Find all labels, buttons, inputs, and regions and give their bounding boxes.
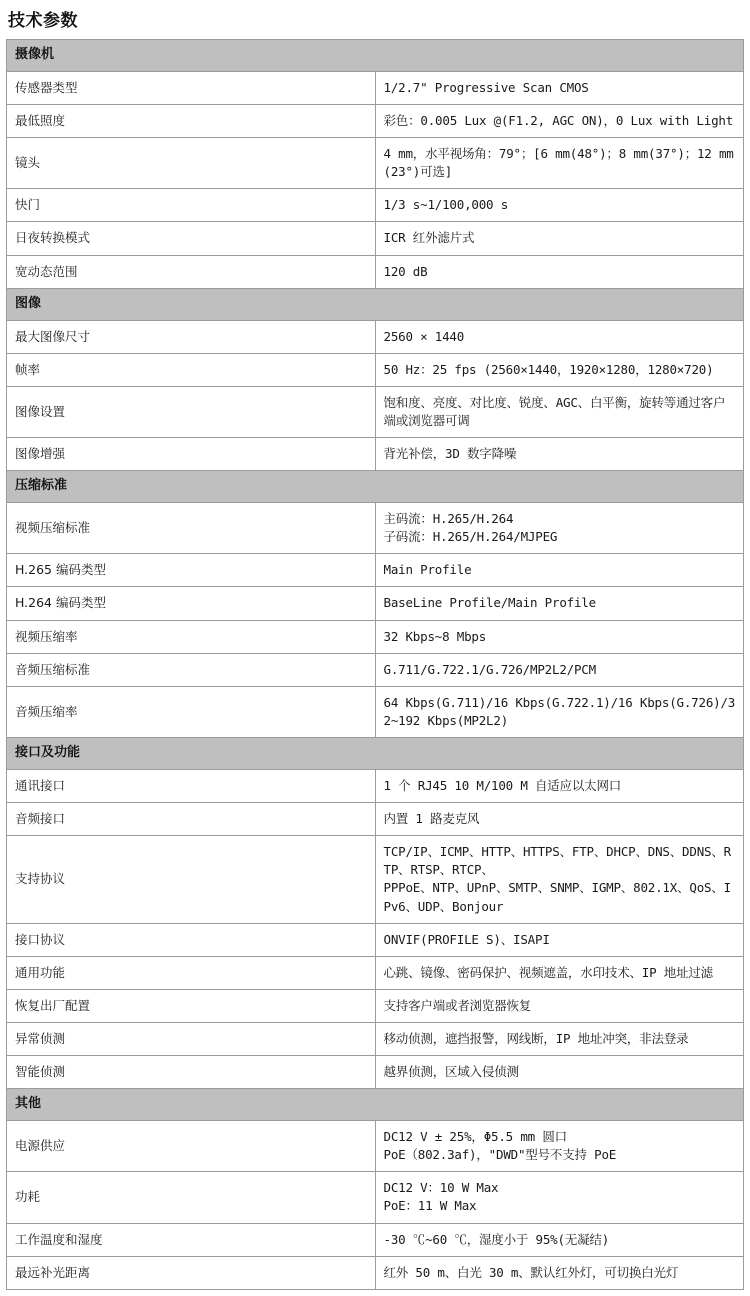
table-row [7, 1023, 744, 1056]
spec-value [375, 989, 744, 1022]
spec-value-line: 主码流：H.265/H.264 [383, 511, 514, 527]
spec-label: 传感器类型 [7, 71, 376, 104]
spec-value-line: DC12 V ± 25%，Φ5.5 mm 圆口 [383, 1129, 567, 1145]
spec-value-line: 饱和度、亮度、对比度、锐度、AGC、白平衡，旋转等通过客户端或浏览器可调 [383, 394, 726, 428]
spec-value-line: Main Profile [383, 562, 472, 578]
spec-value [375, 836, 744, 924]
spec-label: 最低照度 [7, 104, 376, 137]
spec-label: H.265 编码类型 [7, 554, 376, 587]
spec-label: 镜头 [7, 138, 376, 189]
spec-label: 视频压缩率 [7, 620, 376, 653]
section-header-row [7, 1089, 744, 1121]
spec-label: 通讯接口 [7, 769, 376, 802]
spec-value [375, 686, 744, 737]
spec-value-line: ONVIF(PROFILE S)、ISAPI [383, 931, 550, 947]
section-header-row [7, 40, 744, 72]
spec-value-line: 1/3 s~1/100,000 s [383, 197, 509, 213]
spec-label: 视频压缩标准 [7, 503, 376, 554]
spec-value [375, 1172, 744, 1223]
section-heading: 接口及功能 [7, 738, 744, 770]
table-row [7, 386, 744, 437]
spec-value-line: 子码流：H.265/H.264/MJPEG [383, 529, 558, 545]
spec-label: 日夜转换模式 [7, 222, 376, 255]
table-row [7, 1121, 744, 1172]
table-row [7, 923, 744, 956]
spec-value [375, 1056, 744, 1089]
spec-value-line: -30 ℃~60 ℃，湿度小于 95%(无凝结) [383, 1231, 610, 1247]
table-row [7, 353, 744, 386]
spec-label: 音频接口 [7, 803, 376, 836]
table-row [7, 803, 744, 836]
spec-value-line: 内置 1 路麦克风 [383, 811, 480, 826]
spec-value [375, 923, 744, 956]
spec-value [375, 769, 744, 802]
table-row [7, 1056, 744, 1089]
table-row [7, 222, 744, 255]
spec-label: 最大图像尺寸 [7, 320, 376, 353]
table-row [7, 769, 744, 802]
spec-value [375, 1256, 744, 1289]
spec-value-line: PoE（802.3af)，"DWD"型号不支持 PoE [383, 1147, 617, 1163]
spec-value-line: 2560 × 1440 [383, 328, 465, 344]
spec-value [375, 956, 744, 989]
spec-label: 异常侦测 [7, 1023, 376, 1056]
spec-value-line: 1/2.7" Progressive Scan CMOS [383, 79, 589, 95]
table-row [7, 255, 744, 288]
spec-value-line: 彩色：0.005 Lux @(F1.2, AGC ON)，0 Lux with Light [383, 112, 734, 128]
spec-label: H.264 编码类型 [7, 587, 376, 620]
section-heading: 其他 [7, 1089, 744, 1121]
spec-value [375, 554, 744, 587]
spec-value-line: 支持客户端或者浏览器恢复 [383, 997, 532, 1013]
table-row [7, 620, 744, 653]
spec-value-line: PPPoE、NTP、UPnP、SMTP、SNMP、IGMP、802.1X、QoS、IPv6、UDP、Bonjour [383, 880, 731, 914]
spec-label: 恢复出厂配置 [7, 989, 376, 1022]
section-heading: 摄像机 [7, 40, 744, 72]
spec-value [375, 71, 744, 104]
spec-value-line: 越界侦测，区域入侵侦测 [383, 1064, 519, 1080]
spec-value [375, 138, 744, 189]
spec-label: 音频压缩标准 [7, 653, 376, 686]
table-row [7, 104, 744, 137]
spec-value [375, 803, 744, 836]
spec-value-line: 32 Kbps~8 Mbps [383, 628, 487, 644]
section-header-row [7, 288, 744, 320]
spec-table [6, 39, 744, 1290]
spec-value-line: G.711/G.722.1/G.726/MP2L2/PCM [383, 661, 596, 677]
spec-value-line: DC12 V：10 W Max [383, 1180, 499, 1196]
spec-value [375, 353, 744, 386]
spec-value [375, 1121, 744, 1172]
spec-value-line: 120 dB [383, 263, 428, 279]
spec-value-line: 1 个 RJ45 10 M/100 M 自适应以太网口 [383, 777, 622, 793]
table-row [7, 836, 744, 924]
table-row [7, 438, 744, 471]
section-heading: 压缩标准 [7, 471, 744, 503]
table-row [7, 653, 744, 686]
spec-value [375, 1223, 744, 1256]
spec-label: 通用功能 [7, 956, 376, 989]
spec-value [375, 620, 744, 653]
spec-value-line: BaseLine Profile/Main Profile [383, 595, 596, 611]
spec-value [375, 1023, 744, 1056]
table-row [7, 138, 744, 189]
spec-value-line: 4 mm，水平视场角：79°；[6 mm(48°)；8 mm(37°)；12 mm(23°)可选] [383, 146, 734, 180]
spec-table-body [7, 40, 744, 1290]
section-heading: 图像 [7, 288, 744, 320]
spec-value [375, 587, 744, 620]
table-row [7, 1223, 744, 1256]
spec-label: 智能侦测 [7, 1056, 376, 1089]
spec-value [375, 222, 744, 255]
table-row [7, 956, 744, 989]
spec-value-line: 移动侦测，遮挡报警，网线断，IP 地址冲突，非法登录 [383, 1031, 689, 1046]
spec-value [375, 438, 744, 471]
page-title: 技术参数 [8, 11, 78, 31]
spec-label: 支持协议 [7, 836, 376, 924]
table-row [7, 189, 744, 222]
spec-value [375, 320, 744, 353]
section-header-row [7, 738, 744, 770]
spec-label: 最远补光距离 [7, 1256, 376, 1289]
spec-value-line: 64 Kbps(G.711)/16 Kbps(G.722.1)/16 Kbps(G.726)/32~192 Kbps(MP2L2) [383, 694, 736, 728]
spec-value [375, 653, 744, 686]
spec-label: 快门 [7, 189, 376, 222]
spec-value-line: 50 Hz：25 fps (2560×1440，1920×1280，1280×720) [383, 361, 714, 377]
table-row [7, 1256, 744, 1289]
spec-value [375, 255, 744, 288]
spec-label: 图像设置 [7, 386, 376, 437]
table-row [7, 1172, 744, 1223]
table-row [7, 503, 744, 554]
spec-label: 功耗 [7, 1172, 376, 1223]
spec-label: 接口协议 [7, 923, 376, 956]
spec-value [375, 104, 744, 137]
table-row [7, 686, 744, 737]
spec-label: 音频压缩率 [7, 686, 376, 737]
spec-value [375, 386, 744, 437]
table-row [7, 554, 744, 587]
spec-label: 图像增强 [7, 438, 376, 471]
spec-value-line: TCP/IP、ICMP、HTTP、HTTPS、FTP、DHCP、DNS、DDNS、RTP、RTSP、RTCP、 [383, 844, 731, 878]
table-row [7, 71, 744, 104]
table-row [7, 320, 744, 353]
spec-value [375, 189, 744, 222]
spec-value-line: 红外 50 m、白光 30 m、默认红外灯，可切换白光灯 [383, 1264, 679, 1280]
spec-label: 宽动态范围 [7, 255, 376, 288]
spec-label: 工作温度和湿度 [7, 1223, 376, 1256]
section-header-row [7, 471, 744, 503]
spec-value-line: 心跳、镜像、密码保护、视频遮盖，水印技术、IP 地址过滤 [383, 964, 713, 980]
table-row [7, 587, 744, 620]
spec-value-line: ICR 红外滤片式 [383, 230, 475, 246]
spec-label: 帧率 [7, 353, 376, 386]
table-row [7, 989, 744, 1022]
spec-value [375, 503, 744, 554]
spec-value-line: PoE：11 W Max [383, 1198, 477, 1214]
spec-value-line: 背光补偿，3D 数字降噪 [383, 446, 517, 462]
spec-label: 电源供应 [7, 1121, 376, 1172]
